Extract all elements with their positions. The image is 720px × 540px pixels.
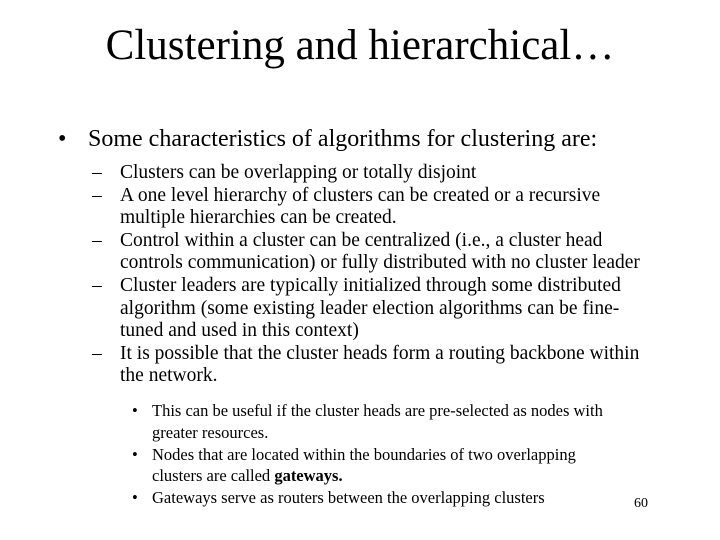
- sub-sub-bullet-item: [132, 487, 692, 509]
- sub-sub-bullet-item: [132, 400, 692, 444]
- sub-bullet-line: the network.: [120, 365, 218, 387]
- sub-bullet-line: Cluster leaders are typically initialized through some distributed: [120, 274, 621, 296]
- bullet-icon: •: [132, 401, 138, 420]
- sub-bullet-line: A one level hierarchy of clusters can be created or a recursive: [120, 184, 601, 206]
- bullet-icon: •: [132, 444, 138, 464]
- sub-sub-bullet-line: greater resources.: [152, 422, 269, 442]
- sub-sub-bullet-item: [132, 444, 692, 488]
- sub-bullet-list: [92, 162, 672, 388]
- gateways-prefix: clusters are called: [152, 466, 275, 486]
- gateways-term: gateways.: [274, 466, 343, 486]
- sub-bullet-item: [92, 275, 672, 343]
- dash-icon: –: [92, 274, 102, 296]
- sub-bullet-line: algorithm (some existing leader election algorithms can be fine-: [120, 297, 620, 319]
- sub-bullet-item: [92, 185, 672, 230]
- sub-bullet-line: Control within a cluster can be centralized (i.e., a cluster head: [120, 229, 603, 251]
- dash-icon: –: [92, 162, 102, 183]
- slide-title: Clustering and hierarchical…: [105, 22, 615, 69]
- sub-bullet-line: tuned and used in this context): [120, 320, 359, 342]
- sub-bullet-line: Clusters can be overlapping or totally disjoint: [120, 162, 477, 183]
- sub-sub-bullet-line: Nodes that are located within the boundaries of two overlapping: [152, 444, 576, 464]
- sub-sub-bullet-line: [152, 465, 692, 487]
- main-bullet-text: Some characteristics of algorithms for clustering are:: [88, 126, 598, 152]
- dash-icon: –: [92, 184, 102, 206]
- bullet-icon: •: [58, 126, 67, 152]
- sub-sub-bullet-line: Gateways serve as routers between the overlapping clusters: [152, 488, 545, 508]
- sub-bullet-item: [92, 162, 672, 185]
- sub-bullet-item: [92, 230, 672, 275]
- sub-sub-bullet-list: [132, 400, 692, 509]
- page-number: 60: [634, 496, 648, 511]
- sub-bullet-line: It is possible that the cluster heads form a routing backbone within: [120, 342, 640, 364]
- sub-bullet-item: [92, 343, 672, 388]
- dash-icon: –: [92, 229, 102, 251]
- dash-icon: –: [92, 342, 102, 364]
- sub-sub-bullet-line: This can be useful if the cluster heads are pre-selected as nodes with: [152, 401, 603, 420]
- sub-bullet-line: multiple hierarchies can be created.: [120, 207, 397, 229]
- bullet-icon: •: [132, 488, 138, 508]
- sub-bullet-line: controls communication) or fully distributed with no cluster leader: [120, 252, 640, 274]
